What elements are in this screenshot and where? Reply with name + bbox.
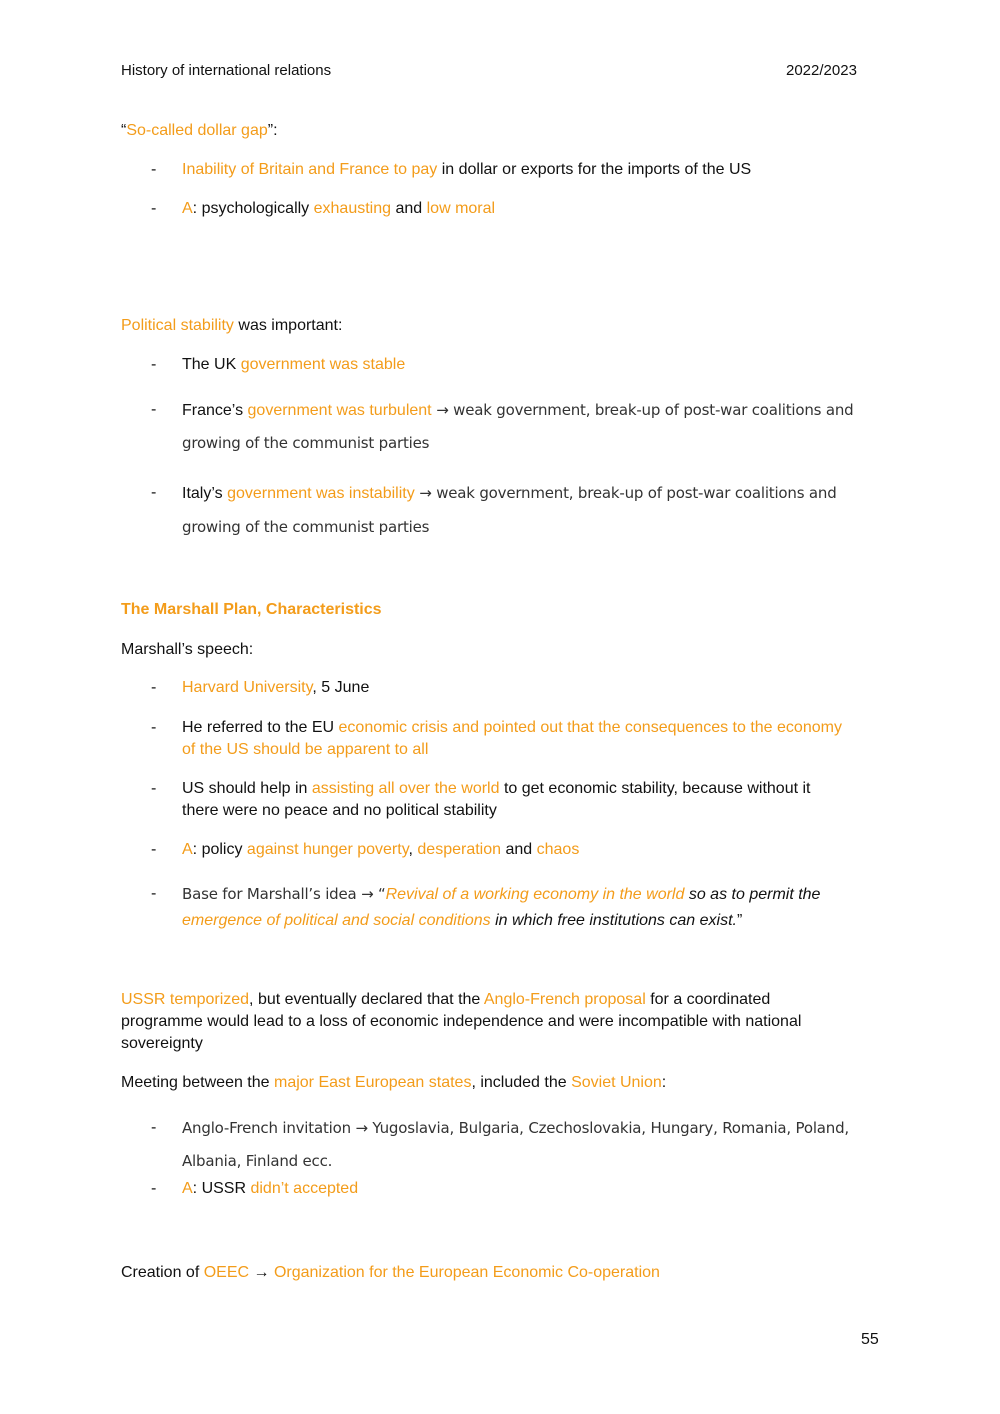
text: in dollar or exports for the imports of the US: [437, 161, 752, 178]
list-item-continuation: growing of the communist parties: [182, 434, 430, 452]
highlight: Revival of a working economy in the world: [385, 886, 685, 903]
bullet-dash: -: [151, 1180, 157, 1197]
highlight: government was turbulent: [247, 402, 432, 419]
highlight: A: [182, 841, 193, 858]
text: : USSR: [192, 1180, 251, 1197]
highlight: government was stable: [240, 356, 406, 373]
highlight: major East European states: [274, 1074, 472, 1091]
highlight: Anglo-French proposal: [483, 991, 646, 1008]
highlight: emergence of political and social conditions: [182, 912, 491, 929]
text: → weak government, break-up of post-war coalitions and: [431, 401, 854, 419]
highlight: against hunger poverty: [246, 841, 409, 858]
text: France’s: [182, 402, 248, 419]
highlight: government was instability: [227, 485, 415, 502]
bullet-dash: -: [151, 161, 157, 178]
highlight: desperation: [417, 841, 502, 858]
text: : psychologically: [192, 200, 314, 217]
list-item: [182, 883, 820, 906]
close-quote: ”:: [267, 122, 278, 139]
dollar-gap-term: So-called dollar gap: [126, 122, 268, 139]
section-heading: The Marshall Plan, Characteristics: [121, 601, 382, 618]
text: Italy’s: [182, 485, 228, 502]
highlight: Inability of Britain and France to pay: [182, 161, 438, 178]
text: , 5 June: [312, 679, 370, 696]
text: ,: [408, 841, 418, 858]
list-item-continuation: [182, 910, 742, 932]
bullet-dash: -: [151, 484, 157, 501]
text: , included the: [471, 1074, 572, 1091]
text: for a coordinated: [645, 991, 771, 1008]
text: was important:: [233, 317, 343, 334]
text: so as to permit the: [684, 886, 821, 903]
bullet-dash: -: [151, 200, 157, 217]
paragraph: [121, 1072, 666, 1094]
bullet-dash: -: [151, 1119, 157, 1136]
bullet-dash: -: [151, 719, 157, 736]
text: →: [249, 1264, 274, 1281]
highlight: Soviet Union: [571, 1074, 662, 1091]
text: , but eventually declared that the: [249, 991, 484, 1008]
paragraph: [121, 1262, 660, 1284]
bullet-dash: -: [151, 401, 157, 418]
highlight: Political stability: [121, 317, 234, 334]
text: to get economic stability, because without it: [499, 780, 811, 797]
text: US should help in: [182, 780, 312, 797]
text: Meeting between the: [121, 1074, 274, 1091]
list-item: [182, 839, 579, 861]
header-year: 2022/2023: [786, 62, 857, 79]
text: ”: [736, 912, 743, 929]
text: and: [501, 841, 537, 858]
list-item: [182, 198, 495, 220]
highlight: OEEC: [203, 1264, 250, 1281]
list-item-continuation: of the US should be apparent to all: [182, 741, 429, 758]
highlight: Harvard University: [182, 679, 313, 696]
list-item-continuation: Albania, Finland ecc.: [182, 1152, 333, 1170]
dollar-gap-heading: [121, 120, 278, 142]
list-item: [182, 354, 405, 376]
highlight: A: [182, 200, 193, 217]
list-item: [182, 717, 842, 739]
highlight: A: [182, 1180, 193, 1197]
highlight: Organization for the European Economic Co-operation: [273, 1264, 660, 1281]
speech-label: Marshall’s speech:: [121, 641, 254, 658]
highlight: USSR temporized: [121, 991, 250, 1008]
bullet-dash: -: [151, 885, 157, 902]
list-item: [182, 159, 751, 181]
text: :: [661, 1074, 667, 1091]
list-item: [182, 677, 369, 699]
highlight: chaos: [536, 841, 580, 858]
list-item: [182, 1178, 358, 1200]
highlight: economic crisis and pointed out that the consequences to the economy: [338, 719, 842, 736]
bullet-dash: -: [151, 780, 157, 797]
highlight: low moral: [426, 200, 496, 217]
text: He referred to the EU: [182, 719, 339, 736]
bullet-dash: -: [151, 356, 157, 373]
text: Base for Marshall’s idea → “: [182, 885, 386, 903]
list-item-continuation: growing of the communist parties: [182, 518, 430, 536]
bullet-dash: -: [151, 679, 157, 696]
highlight: assisting all over the world: [311, 780, 500, 797]
bullet-dash: -: [151, 841, 157, 858]
text: Creation of: [121, 1264, 204, 1281]
text: in which free institutions can exist.: [490, 912, 737, 929]
open-quote: “: [121, 122, 127, 139]
highlight: exhausting: [313, 200, 392, 217]
text: → weak government, break-up of post-war coalitions and: [414, 484, 837, 502]
list-item: [182, 482, 837, 505]
list-item: Anglo-French invitation → Yugoslavia, Bulgaria, Czechoslovakia, Hungary, Romania, Poland,: [182, 1119, 850, 1137]
paragraph-line: sovereignty: [121, 1035, 203, 1052]
list-item: [182, 778, 810, 800]
text: : policy: [192, 841, 247, 858]
page-number: 55: [861, 1331, 879, 1348]
list-item: [182, 399, 853, 422]
text: The UK: [182, 356, 241, 373]
paragraph-line: programme would lead to a loss of economic independence and were incompatible with national: [121, 1013, 802, 1030]
header-title: History of international relations: [121, 62, 332, 79]
highlight: didn’t accepted: [250, 1180, 359, 1197]
list-item-continuation: there were no peace and no political stability: [182, 802, 497, 819]
political-heading: [121, 315, 342, 337]
text: and: [391, 200, 427, 217]
paragraph: [121, 989, 770, 1011]
